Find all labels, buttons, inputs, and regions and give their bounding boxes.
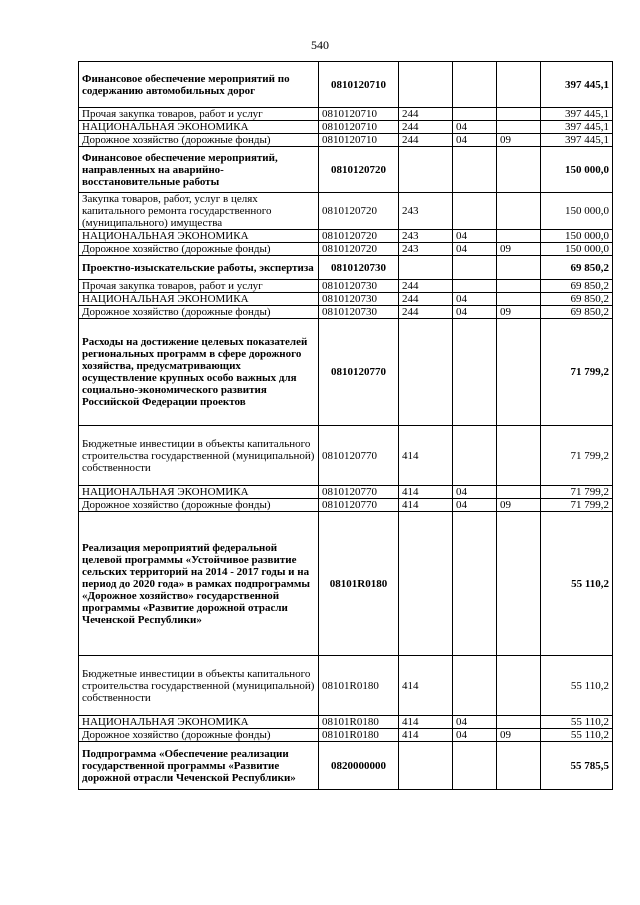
cell-name: Прочая закупка товаров, работ и услуг <box>79 280 319 293</box>
cell-amount: 71 799,2 <box>541 486 613 499</box>
cell-section <box>453 256 497 280</box>
cell-name: Бюджетные инвестиции в объекты капитального строительства государственной (муниципальной) собственности <box>79 656 319 716</box>
cell-code: 0810120770 <box>319 426 399 486</box>
cell-amount: 71 799,2 <box>541 319 613 426</box>
cell-amount: 55 785,5 <box>541 742 613 790</box>
cell-expense-type <box>399 512 453 656</box>
cell-code: 0810120710 <box>319 62 399 108</box>
cell-name: Реализация мероприятий федеральной целевой программы «Устойчивое развитие сельских территорий на 2014 - 2017 годы и на период до 2020 года» в рамках подпрограммы «Дорожное хозяйство» государственной программы «Развитие дорожной отрасли Чеченской Республики» <box>79 512 319 656</box>
table-row <box>79 256 613 280</box>
cell-subsection <box>497 108 541 121</box>
cell-section: 04 <box>453 486 497 499</box>
cell-expense-type: 243 <box>399 243 453 256</box>
cell-subsection <box>497 230 541 243</box>
table-row <box>79 742 613 790</box>
cell-subsection: 09 <box>497 306 541 319</box>
cell-subsection <box>497 121 541 134</box>
cell-name: Дорожное хозяйство (дорожные фонды) <box>79 306 319 319</box>
cell-code: 0810120730 <box>319 256 399 280</box>
cell-name: Финансовое обеспечение мероприятий, направленных на аварийно-восстановительные работы <box>79 147 319 193</box>
table-row <box>79 293 613 306</box>
cell-amount: 150 000,0 <box>541 230 613 243</box>
cell-expense-type: 243 <box>399 193 453 230</box>
budget-table <box>78 61 613 790</box>
cell-section: 04 <box>453 243 497 256</box>
cell-section: 04 <box>453 306 497 319</box>
cell-subsection: 09 <box>497 243 541 256</box>
cell-code: 08101R0180 <box>319 729 399 742</box>
table-row <box>79 62 613 108</box>
table-row <box>79 306 613 319</box>
cell-name: Дорожное хозяйство (дорожные фонды) <box>79 134 319 147</box>
cell-subsection <box>497 486 541 499</box>
cell-expense-type <box>399 256 453 280</box>
cell-expense-type: 244 <box>399 108 453 121</box>
cell-expense-type: 244 <box>399 280 453 293</box>
cell-name: Закупка товаров, работ, услуг в целях капитального ремонта государственного (муниципального) имущества <box>79 193 319 230</box>
cell-expense-type: 414 <box>399 729 453 742</box>
cell-amount: 150 000,0 <box>541 147 613 193</box>
cell-expense-type: 414 <box>399 426 453 486</box>
cell-section: 04 <box>453 729 497 742</box>
cell-expense-type: 244 <box>399 293 453 306</box>
cell-expense-type <box>399 62 453 108</box>
table-row <box>79 121 613 134</box>
cell-amount: 397 445,1 <box>541 62 613 108</box>
cell-expense-type: 414 <box>399 656 453 716</box>
cell-name: НАЦИОНАЛЬНАЯ ЭКОНОМИКА <box>79 293 319 306</box>
cell-code: 0810120710 <box>319 121 399 134</box>
cell-subsection: 09 <box>497 499 541 512</box>
cell-amount: 397 445,1 <box>541 134 613 147</box>
cell-code: 0810120710 <box>319 134 399 147</box>
cell-name: Проектно-изыскательские работы, экспертиза <box>79 256 319 280</box>
cell-name: Прочая закупка товаров, работ и услуг <box>79 108 319 121</box>
cell-amount: 55 110,2 <box>541 512 613 656</box>
cell-name: Бюджетные инвестиции в объекты капитального строительства государственной (муниципальной) собственности <box>79 426 319 486</box>
cell-name: Подпрограмма «Обеспечение реализации государственной программы «Развитие дорожной отрасли Чеченской Республики» <box>79 742 319 790</box>
cell-name: Дорожное хозяйство (дорожные фонды) <box>79 729 319 742</box>
cell-section <box>453 193 497 230</box>
cell-code: 0810120710 <box>319 108 399 121</box>
table-row <box>79 512 613 656</box>
cell-code: 0810120770 <box>319 486 399 499</box>
table-row <box>79 243 613 256</box>
cell-code: 0820000000 <box>319 742 399 790</box>
cell-expense-type <box>399 147 453 193</box>
table-row <box>79 108 613 121</box>
cell-section <box>453 656 497 716</box>
table-row <box>79 716 613 729</box>
cell-subsection <box>497 256 541 280</box>
cell-amount: 397 445,1 <box>541 108 613 121</box>
cell-name: Финансовое обеспечение мероприятий по содержанию автомобильных дорог <box>79 62 319 108</box>
cell-subsection: 09 <box>497 729 541 742</box>
cell-subsection <box>497 280 541 293</box>
cell-subsection <box>497 62 541 108</box>
cell-code: 0810120720 <box>319 243 399 256</box>
cell-subsection <box>497 319 541 426</box>
cell-code: 0810120730 <box>319 306 399 319</box>
cell-subsection <box>497 742 541 790</box>
cell-expense-type: 244 <box>399 121 453 134</box>
cell-name: НАЦИОНАЛЬНАЯ ЭКОНОМИКА <box>79 486 319 499</box>
table-row <box>79 319 613 426</box>
table-row <box>79 230 613 243</box>
cell-amount: 150 000,0 <box>541 243 613 256</box>
cell-amount: 71 799,2 <box>541 499 613 512</box>
cell-subsection <box>497 716 541 729</box>
table-row <box>79 147 613 193</box>
cell-section: 04 <box>453 499 497 512</box>
cell-expense-type: 243 <box>399 230 453 243</box>
cell-amount: 69 850,2 <box>541 280 613 293</box>
cell-code: 0810120720 <box>319 230 399 243</box>
cell-subsection <box>497 426 541 486</box>
cell-section <box>453 62 497 108</box>
cell-amount: 55 110,2 <box>541 716 613 729</box>
cell-expense-type: 414 <box>399 486 453 499</box>
cell-amount: 71 799,2 <box>541 426 613 486</box>
cell-subsection <box>497 656 541 716</box>
table-row <box>79 499 613 512</box>
table-row <box>79 729 613 742</box>
cell-subsection <box>497 512 541 656</box>
cell-section <box>453 108 497 121</box>
cell-expense-type <box>399 319 453 426</box>
cell-code: 0810120770 <box>319 319 399 426</box>
cell-subsection <box>497 147 541 193</box>
table-row <box>79 486 613 499</box>
cell-section <box>453 280 497 293</box>
cell-amount: 397 445,1 <box>541 121 613 134</box>
cell-name: Дорожное хозяйство (дорожные фонды) <box>79 243 319 256</box>
cell-code: 08101R0180 <box>319 716 399 729</box>
cell-code: 0810120730 <box>319 293 399 306</box>
table-row <box>79 280 613 293</box>
cell-name: НАЦИОНАЛЬНАЯ ЭКОНОМИКА <box>79 121 319 134</box>
cell-section: 04 <box>453 230 497 243</box>
cell-section: 04 <box>453 121 497 134</box>
cell-expense-type: 244 <box>399 134 453 147</box>
cell-section <box>453 319 497 426</box>
cell-amount: 69 850,2 <box>541 256 613 280</box>
budget-table-body <box>79 62 613 790</box>
cell-section <box>453 147 497 193</box>
page-number: 540 <box>311 38 329 52</box>
cell-expense-type <box>399 742 453 790</box>
cell-code: 08101R0180 <box>319 656 399 716</box>
cell-section <box>453 512 497 656</box>
cell-amount: 69 850,2 <box>541 293 613 306</box>
cell-code: 0810120730 <box>319 280 399 293</box>
cell-name: Дорожное хозяйство (дорожные фонды) <box>79 499 319 512</box>
cell-code: 0810120720 <box>319 147 399 193</box>
cell-name: Расходы на достижение целевых показателей региональных программ в сфере дорожного хозяйства, предусматривающих осуществление крупных особо важных для социально-экономического развития Российской Федерации проектов <box>79 319 319 426</box>
cell-section: 04 <box>453 293 497 306</box>
cell-name: НАЦИОНАЛЬНАЯ ЭКОНОМИКА <box>79 716 319 729</box>
cell-section: 04 <box>453 716 497 729</box>
cell-amount: 69 850,2 <box>541 306 613 319</box>
cell-amount: 55 110,2 <box>541 656 613 716</box>
cell-section <box>453 426 497 486</box>
cell-code: 08101R0180 <box>319 512 399 656</box>
table-row <box>79 426 613 486</box>
cell-amount: 150 000,0 <box>541 193 613 230</box>
cell-section <box>453 742 497 790</box>
table-row <box>79 134 613 147</box>
cell-subsection <box>497 293 541 306</box>
cell-expense-type: 244 <box>399 306 453 319</box>
cell-expense-type: 414 <box>399 499 453 512</box>
cell-amount: 55 110,2 <box>541 729 613 742</box>
cell-subsection <box>497 193 541 230</box>
table-row <box>79 193 613 230</box>
cell-code: 0810120720 <box>319 193 399 230</box>
cell-subsection: 09 <box>497 134 541 147</box>
cell-name: НАЦИОНАЛЬНАЯ ЭКОНОМИКА <box>79 230 319 243</box>
cell-code: 0810120770 <box>319 499 399 512</box>
cell-section: 04 <box>453 134 497 147</box>
cell-expense-type: 414 <box>399 716 453 729</box>
table-row <box>79 656 613 716</box>
